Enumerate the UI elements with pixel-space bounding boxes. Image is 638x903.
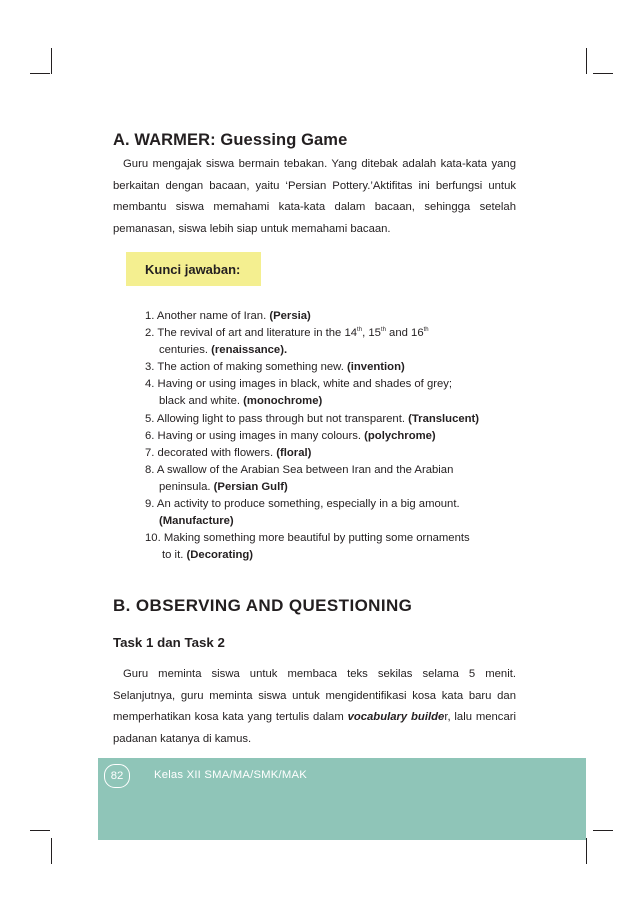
footer-book-title: Kelas XII SMA/MA/SMK/MAK: [154, 769, 307, 781]
answer-text: 4. Having or using images in black, white and shades of grey;: [145, 378, 453, 391]
answer-item-continuation: [145, 393, 525, 410]
superscript: th: [380, 327, 386, 334]
crop-mark: [586, 838, 587, 864]
paragraph-text: r, lalu mencari padanan katanya di kamus.: [113, 711, 516, 746]
section-a-heading: A. WARMER: Guessing Game: [113, 131, 348, 149]
answer-item-continuation: [145, 342, 525, 359]
crop-mark: [51, 48, 52, 74]
answer-value: (monochrome): [243, 395, 323, 408]
paragraph-text: Guru meminta siswa untuk membaca teks sekilas selama 5 menit. Selanjutnya, guru meminta siswa untuk mengidentifikasi kosa kata baru dan memperhatikan kosa kata yang tertulis dalam: [113, 668, 516, 724]
answer-text: 7. decorated with flowers.: [145, 446, 277, 459]
answer-text: 3. The action of making something new.: [145, 361, 347, 374]
superscript: th: [357, 327, 363, 334]
answer-value: (floral): [276, 446, 312, 459]
answer-item: [145, 359, 525, 376]
answer-text: black and white.: [159, 395, 244, 408]
answer-item: [145, 445, 525, 462]
answer-item: [145, 325, 525, 342]
answer-item: [145, 376, 525, 393]
superscript: th: [423, 327, 429, 334]
answer-value: (polychrome): [364, 429, 436, 442]
answer-text: 10. Making something more beautiful by putting some ornaments: [145, 532, 470, 545]
answer-value: (Translucent): [408, 412, 480, 425]
crop-mark: [593, 830, 613, 831]
answer-value: (Persian Gulf): [213, 480, 288, 493]
answer-text: 9. An activity to produce something, especially in a big amount.: [145, 498, 460, 511]
answer-text: , 15: [362, 327, 381, 340]
answer-item-continuation: [145, 513, 525, 530]
crop-mark: [586, 48, 587, 74]
page-footer: [98, 758, 586, 840]
answer-key-box: [126, 252, 261, 286]
answer-text: 8. A swallow of the Arabian Sea between Iran and the Arabian: [145, 463, 454, 476]
answer-value: (Persia): [269, 310, 311, 322]
answer-item: [145, 308, 525, 325]
answer-text: 2. The revival of art and literature in the 14: [145, 327, 358, 340]
section-b-paragraph: [113, 664, 516, 751]
section-a-paragraph: Guru mengajak siswa bermain tebakan. Yang ditebak adalah kata-kata yang berkaitan dengan bacaan, yaitu ‘Persian Pottery.’Aktifitas ini berfungsi untuk membantu siswa memahami kata-kata dalam bacaan, sehingga setelah pemanasan, siswa lebih siap untuk memahami bacaan.: [113, 158, 516, 236]
answer-text: peninsula.: [159, 480, 214, 493]
answer-text: centuries.: [159, 344, 212, 357]
answer-key-label: Kunci jawaban:: [145, 261, 241, 277]
answer-value: (invention): [347, 361, 405, 374]
crop-mark: [30, 830, 50, 831]
crop-mark: [593, 73, 613, 74]
page-number: 82: [104, 764, 130, 788]
answer-text: 5. Allowing light to pass through but not transparent.: [145, 412, 409, 425]
answer-item: [145, 411, 525, 428]
answer-item: [145, 530, 525, 547]
task-subheading: Task 1 dan Task 2: [113, 635, 225, 650]
answer-item-continuation: [145, 547, 525, 564]
crop-mark: [30, 73, 50, 74]
answer-text: and 16: [385, 327, 424, 340]
crop-mark: [51, 838, 52, 864]
emphasis-text: vocabulary builde: [347, 711, 445, 724]
answer-item: [145, 496, 525, 513]
answer-text: 1. Another name of Iran.: [145, 310, 270, 322]
answer-value: (Manufacture): [159, 515, 234, 528]
answer-text: 6. Having or using images in many colours.: [145, 429, 365, 442]
answer-value: (Decorating): [186, 549, 254, 562]
answer-item: [145, 428, 525, 445]
answer-text: to it.: [162, 549, 187, 562]
answer-item: [145, 462, 525, 479]
answer-value: (renaissance).: [211, 344, 288, 357]
answer-list: [145, 308, 525, 564]
answer-item-continuation: [145, 479, 525, 496]
section-b-heading: B. OBSERVING AND QUESTIONING: [113, 596, 413, 615]
